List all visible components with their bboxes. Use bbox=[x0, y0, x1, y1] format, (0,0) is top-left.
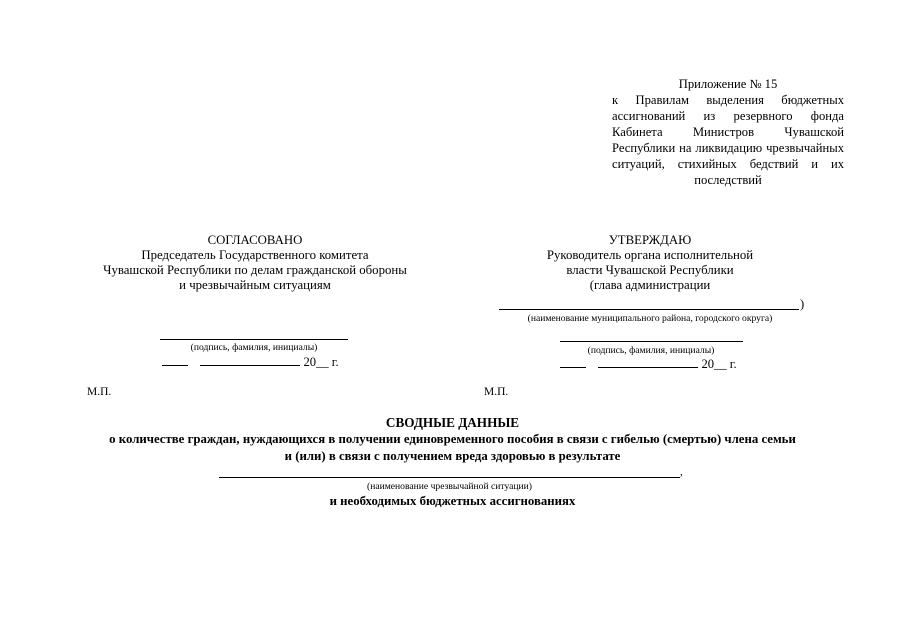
approved-signature-caption: (подпись, фамилия, инициалы) bbox=[587, 345, 715, 356]
appendix-title: Приложение № 15 bbox=[678, 77, 778, 91]
appendix-text: к Правилам выделения бюджетных ассигнований из резервного фонда Кабинета Министров Чувашской Республики на ликвидацию чрезвычайных ситуаций, стихийных бедствий и их последствий bbox=[612, 93, 844, 187]
approved-close-paren: ) bbox=[800, 297, 805, 311]
agreed-position-line-2: Чувашской Республики по делам гражданской обороны bbox=[103, 263, 407, 277]
emergency-caption: (наименование чрезвычайной ситуации) bbox=[367, 481, 532, 492]
summary-line-3: и необходимых бюджетных ассигнованиях bbox=[329, 494, 576, 508]
summary-line-1: о количестве граждан, нуждающихся в получении единовременного пособия в связи с гибелью (смертью) члена семьи bbox=[109, 432, 796, 446]
approved-block bbox=[500, 233, 800, 293]
approved-date-year: 20__ г. bbox=[701, 357, 737, 371]
approved-municipality-line bbox=[499, 309, 799, 310]
approved-heading: УТВЕРЖДАЮ bbox=[608, 233, 692, 247]
approved-month-blank bbox=[598, 357, 698, 368]
agreed-stamp: М.П. bbox=[87, 386, 112, 398]
approved-stamp: М.П. bbox=[484, 386, 509, 398]
agreed-position-line-3: и чрезвычайным ситуациям bbox=[179, 278, 331, 292]
emergency-comma: , bbox=[680, 466, 683, 478]
emergency-name-line bbox=[219, 477, 680, 478]
approved-day-blank bbox=[560, 357, 586, 368]
approved-position-line-2: власти Чувашской Республики bbox=[566, 263, 734, 277]
agreed-month-blank bbox=[200, 355, 300, 366]
approved-municipality-caption: (наименование муниципального района, городского округа) bbox=[527, 313, 773, 324]
agreed-day-blank bbox=[162, 355, 188, 366]
agreed-block bbox=[60, 233, 450, 293]
approved-date bbox=[560, 357, 737, 372]
agreed-position-line-1: Председатель Государственного комитета bbox=[141, 248, 369, 262]
approved-signature-line bbox=[560, 341, 743, 342]
agreed-heading: СОГЛАСОВАНО bbox=[207, 233, 303, 247]
approved-position-line-1: Руководитель органа исполнительной bbox=[546, 248, 754, 262]
agreed-date-year: 20__ г. bbox=[303, 355, 339, 369]
approved-position-line-3: (глава администрации bbox=[589, 278, 711, 292]
summary-line-2: и (или) в связи с получением вреда здоровью в результате bbox=[284, 449, 621, 463]
summary-title: СВОДНЫЕ ДАННЫЕ bbox=[385, 415, 520, 430]
appendix-note bbox=[612, 76, 844, 188]
agreed-signature-caption: (подпись, фамилия, инициалы) bbox=[190, 342, 318, 353]
agreed-date bbox=[162, 355, 339, 370]
agreed-signature-line bbox=[160, 339, 348, 340]
